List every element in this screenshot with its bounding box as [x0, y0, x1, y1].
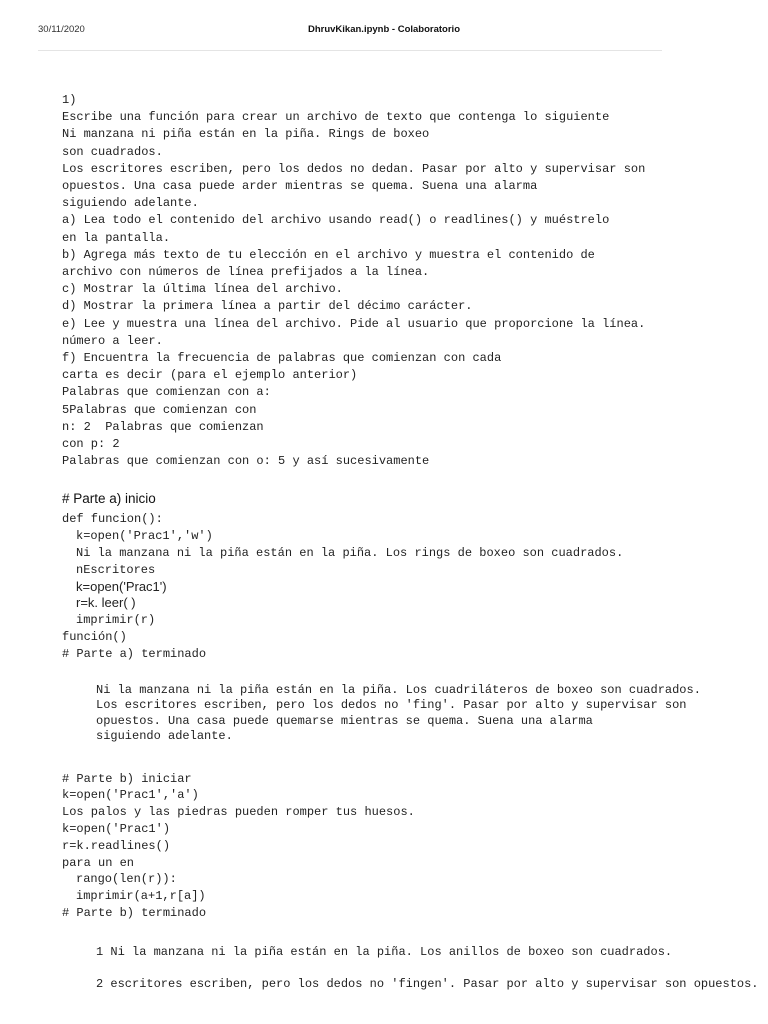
code-line: imprimir(r): [76, 613, 156, 628]
question-line: archivo con números de línea prefijados a la línea.: [62, 265, 430, 280]
question-line: carta es decir (para el ejemplo anterior): [62, 368, 358, 383]
question-line: Los escritores escriben, pero los dedos no dedan. Pasar por alto y supervisar son: [62, 161, 646, 176]
print-date: 30/11/2020: [38, 24, 85, 35]
code-line: imprimir(a+1,r[a]): [76, 889, 206, 904]
question-line: c) Mostrar la última línea del archivo.: [62, 282, 343, 297]
question-line: opuestos. Una casa puede arder mientras se quema. Suena una alarma: [62, 179, 538, 194]
code-line: # Parte a) terminado: [62, 646, 207, 661]
output-line: opuestos. Una casa puede quemarse mientras se quema. Suena una alarma: [96, 713, 593, 728]
question-line: Ni manzana ni piña están en la piña. Rings de boxeo: [62, 127, 430, 142]
question-line: f) Encuentra la frecuencia de palabras que comienzan con cada: [62, 351, 502, 366]
header-divider: [38, 50, 662, 51]
code-line: para un en: [62, 855, 135, 870]
code-line: rango(len(r)):: [76, 872, 177, 887]
part-a-code-cell[interactable]: [62, 511, 762, 662]
code-line: k=open('Prac1'): [76, 578, 167, 594]
question-line: Palabras que comienzan con o: 5 y así sucesivamente: [62, 454, 430, 469]
code-line: Ni la manzana ni la piña están en la piña. Los rings de boxeo son cuadrados.: [76, 546, 624, 561]
question-line: 1): [62, 93, 77, 107]
code-line: Los palos y las piedras pueden romper tus huesos.: [62, 805, 415, 820]
code-line: k=open('Prac1','a'): [62, 788, 199, 803]
part-b-code-cell[interactable]: [62, 771, 762, 922]
code-line: nEscritores: [76, 562, 156, 577]
question-line: e) Lee y muestra una línea del archivo. Pide al usuario que proporcione la línea.: [62, 316, 646, 331]
code-line: k=open('Prac1'): [62, 822, 171, 837]
code-line: función(): [62, 630, 127, 645]
output-line: Ni la manzana ni la piña están en la piña. Los cuadriláteros de boxeo son cuadrados.: [96, 682, 701, 697]
question-line: 5Palabras que comienzan con: [62, 402, 257, 417]
notebook-body: [62, 92, 762, 993]
code-line: # Parte b) terminado: [62, 906, 207, 921]
code-line: # Parte b) iniciar: [62, 771, 192, 786]
question-line: con p: 2: [62, 437, 120, 452]
part-a-heading: # Parte a) inicio: [62, 491, 156, 507]
question-line: en la pantalla.: [62, 230, 171, 245]
part-a-output: [62, 683, 762, 745]
question-line: d) Mostrar la primera línea a partir del décimo carácter.: [62, 299, 473, 314]
output-line: Los escritores escriben, pero los dedos no 'fing'. Pasar por alto y supervisar son: [96, 698, 687, 713]
question-line: siguiendo adelante.: [62, 196, 199, 211]
output-line: 2 escritores escriben, pero los dedos no 'fingen'. Pasar por alto y supervisar son opuestos.: [96, 976, 759, 991]
question-line: número a leer.: [62, 333, 163, 348]
output-line: siguiendo adelante.: [96, 729, 233, 744]
code-line: k=open('Prac1','w'): [76, 529, 213, 544]
part-b-output: [62, 944, 762, 993]
question-line: n: 2 Palabras que comienzan: [62, 419, 264, 434]
code-line: def funcion():: [62, 512, 163, 527]
question-line: Escribe una función para crear un archivo de texto que contenga lo siguiente: [62, 110, 610, 125]
question-line: a) Lea todo el contenido del archivo usando read() o readlines() y muéstrelo: [62, 213, 610, 228]
question-line: Palabras que comienzan con a:: [62, 385, 271, 400]
code-line: r=k.readlines(): [62, 838, 171, 853]
question-line: b) Agrega más texto de tu elección en el archivo y muestra el contenido de: [62, 247, 595, 262]
question-line: son cuadrados.: [62, 144, 163, 159]
output-line: 1 Ni la manzana ni la piña están en la piña. Los anillos de boxeo son cuadrados.: [96, 944, 673, 959]
page-title: DhruvKikan.ipynb - Colaboratorio: [307, 24, 460, 35]
code-line: r=k. leer( ): [76, 595, 136, 611]
question-text-cell: [62, 92, 762, 470]
